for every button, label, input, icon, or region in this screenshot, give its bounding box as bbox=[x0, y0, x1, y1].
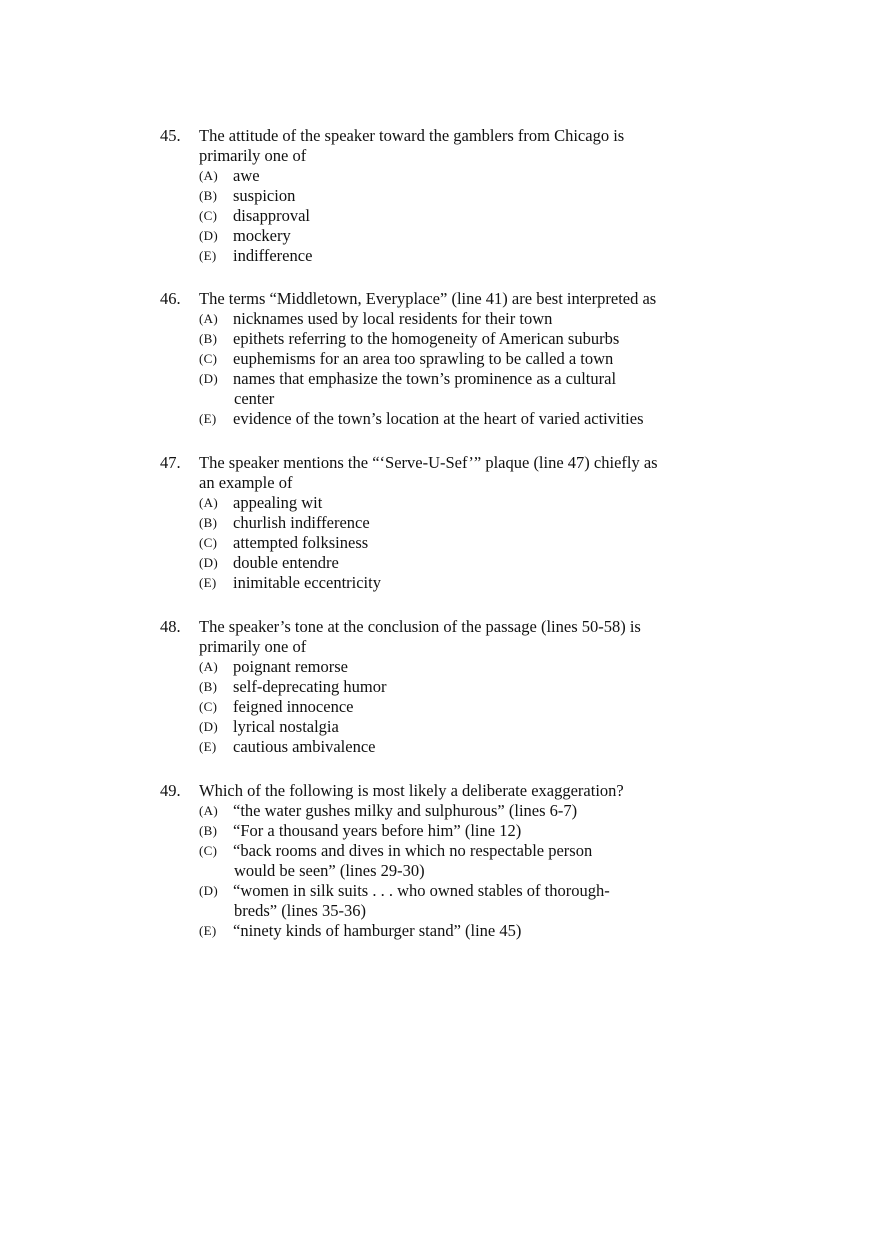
question-stem-line: The attitude of the speaker toward the gamblers from Chicago is bbox=[199, 126, 625, 145]
choice-text bbox=[233, 409, 700, 429]
choice-text bbox=[233, 186, 700, 206]
answer-choice-d[interactable] bbox=[199, 369, 700, 409]
choice-label: (C) bbox=[199, 208, 218, 223]
choice-text-line: suspicion bbox=[233, 186, 296, 205]
choice-label: (C) bbox=[199, 843, 218, 858]
choice-text-line: self-deprecating humor bbox=[233, 677, 387, 696]
question-49 bbox=[160, 781, 700, 941]
choice-text bbox=[233, 493, 700, 513]
question-stem-line: primarily one of bbox=[199, 637, 307, 656]
question-stem-line: an example of bbox=[199, 473, 293, 492]
answer-choice-a[interactable] bbox=[199, 493, 700, 513]
answer-choices bbox=[199, 801, 700, 941]
choice-label: (A) bbox=[199, 168, 218, 183]
answer-choice-b[interactable] bbox=[199, 513, 700, 533]
choice-label: (D) bbox=[199, 228, 218, 243]
choice-text bbox=[233, 881, 700, 921]
choice-text bbox=[233, 677, 700, 697]
answer-choice-a[interactable] bbox=[199, 309, 700, 329]
choice-text bbox=[233, 573, 700, 593]
choice-text-line: would be seen” (lines 29-30) bbox=[234, 861, 425, 880]
answer-choices bbox=[199, 493, 700, 593]
choice-text-line: attempted folksiness bbox=[233, 533, 369, 552]
choice-text bbox=[233, 226, 700, 246]
choice-label: (B) bbox=[199, 331, 218, 346]
answer-choice-a[interactable] bbox=[199, 801, 700, 821]
choice-label: (C) bbox=[199, 535, 218, 550]
choice-label: (B) bbox=[199, 823, 218, 838]
answer-choice-c[interactable] bbox=[199, 206, 700, 226]
question-stem bbox=[199, 289, 700, 309]
choice-label: (A) bbox=[199, 495, 218, 510]
answer-choice-e[interactable] bbox=[199, 737, 700, 757]
choice-label: (A) bbox=[199, 659, 218, 674]
question-stem-line: primarily one of bbox=[199, 146, 307, 165]
answer-choice-a[interactable] bbox=[199, 166, 700, 186]
answer-choice-b[interactable] bbox=[199, 821, 700, 841]
answer-choice-b[interactable] bbox=[199, 329, 700, 349]
choice-text-line: poignant remorse bbox=[233, 657, 349, 676]
answer-choice-b[interactable] bbox=[199, 677, 700, 697]
choice-text-line: center bbox=[234, 389, 275, 408]
choice-label: (A) bbox=[199, 311, 218, 326]
answer-choice-e[interactable] bbox=[199, 921, 700, 941]
question-48 bbox=[160, 617, 700, 757]
choice-text bbox=[233, 369, 700, 409]
choice-text-line: euphemisms for an area too sprawling to be called a town bbox=[233, 349, 614, 368]
choice-text bbox=[233, 821, 700, 841]
choice-text bbox=[233, 657, 700, 677]
question-number: 47. bbox=[160, 453, 181, 472]
choice-label: (C) bbox=[199, 351, 218, 366]
answer-choice-c[interactable] bbox=[199, 841, 700, 881]
choice-text-line: awe bbox=[233, 166, 260, 185]
choice-label: (D) bbox=[199, 555, 218, 570]
choice-text-line: epithets referring to the homogeneity of American suburbs bbox=[233, 329, 620, 348]
question-stem-line: The speaker’s tone at the conclusion of the passage (lines 50-58) is bbox=[199, 617, 641, 636]
choice-text-line: evidence of the town’s location at the heart of varied activities bbox=[233, 409, 644, 428]
question-number: 49. bbox=[160, 781, 181, 800]
choice-text-line: cautious ambivalence bbox=[233, 737, 376, 756]
question-stem bbox=[199, 617, 700, 657]
choice-label: (E) bbox=[199, 248, 217, 263]
choice-text-line: feigned innocence bbox=[233, 697, 354, 716]
choice-label: (E) bbox=[199, 411, 217, 426]
choice-label: (D) bbox=[199, 371, 218, 386]
answer-choice-c[interactable] bbox=[199, 349, 700, 369]
choice-text bbox=[233, 697, 700, 717]
question-number: 48. bbox=[160, 617, 181, 636]
choice-label: (C) bbox=[199, 699, 218, 714]
choice-text-line: “ninety kinds of hamburger stand” (line 45) bbox=[233, 921, 522, 940]
answer-choice-c[interactable] bbox=[199, 697, 700, 717]
question-stem-line: Which of the following is most likely a deliberate exaggeration? bbox=[199, 781, 624, 800]
answer-choice-d[interactable] bbox=[199, 226, 700, 246]
choice-label: (B) bbox=[199, 679, 218, 694]
question-46 bbox=[160, 289, 700, 429]
choice-text bbox=[233, 737, 700, 757]
choice-label: (E) bbox=[199, 575, 217, 590]
choice-label: (D) bbox=[199, 719, 218, 734]
answer-choice-a[interactable] bbox=[199, 657, 700, 677]
choice-text-line: mockery bbox=[233, 226, 291, 245]
question-stem bbox=[199, 453, 700, 493]
choice-label: (D) bbox=[199, 883, 218, 898]
choice-label: (B) bbox=[199, 515, 218, 530]
choice-text bbox=[233, 329, 700, 349]
answer-choice-d[interactable] bbox=[199, 717, 700, 737]
answer-choices bbox=[199, 309, 700, 429]
choice-text bbox=[233, 553, 700, 573]
choice-text bbox=[233, 921, 700, 941]
question-stem-line: The speaker mentions the “‘Serve-U-Sef’” plaque (line 47) chiefly as bbox=[199, 453, 658, 472]
choice-text bbox=[233, 166, 700, 186]
choice-text bbox=[233, 246, 700, 266]
choice-text-line: disapproval bbox=[233, 206, 310, 225]
answer-choice-e[interactable] bbox=[199, 573, 700, 593]
question-stem bbox=[199, 126, 700, 166]
choice-text bbox=[233, 309, 700, 329]
choice-text-line: churlish indifference bbox=[233, 513, 370, 532]
choice-text bbox=[233, 533, 700, 553]
choice-text bbox=[233, 349, 700, 369]
question-number: 46. bbox=[160, 289, 181, 308]
choice-text-line: names that emphasize the town’s prominence as a cultural bbox=[233, 369, 617, 388]
question-stem bbox=[199, 781, 700, 801]
choice-label: (A) bbox=[199, 803, 218, 818]
answer-choices bbox=[199, 657, 700, 757]
answer-choice-e[interactable] bbox=[199, 246, 700, 266]
choice-text bbox=[233, 206, 700, 226]
choice-label: (E) bbox=[199, 739, 217, 754]
choice-text-line: nicknames used by local residents for their town bbox=[233, 309, 553, 328]
choice-text bbox=[233, 841, 700, 881]
choice-text-line: lyrical nostalgia bbox=[233, 717, 339, 736]
answer-choice-d[interactable] bbox=[199, 553, 700, 573]
answer-choice-b[interactable] bbox=[199, 186, 700, 206]
question-45 bbox=[160, 126, 700, 266]
choice-text bbox=[233, 513, 700, 533]
choice-text-line: “the water gushes milky and sulphurous” (lines 6-7) bbox=[233, 801, 578, 820]
answer-choices bbox=[199, 166, 700, 266]
choice-text-line: “women in silk suits . . . who owned stables of thorough- bbox=[233, 881, 610, 900]
choice-text-line: inimitable eccentricity bbox=[233, 573, 381, 592]
choice-text-line: indifference bbox=[233, 246, 313, 265]
choice-text-line: appealing wit bbox=[233, 493, 323, 512]
choice-text-line: double entendre bbox=[233, 553, 339, 572]
choice-text-line: “For a thousand years before him” (line 12) bbox=[233, 821, 522, 840]
choice-text bbox=[233, 717, 700, 737]
choice-text-line: breds” (lines 35-36) bbox=[234, 901, 366, 920]
question-stem-line: The terms “Middletown, Everyplace” (line 41) are best interpreted as bbox=[199, 289, 657, 308]
choice-label: (B) bbox=[199, 188, 218, 203]
question-47 bbox=[160, 453, 700, 593]
choice-text-line: “back rooms and dives in which no respectable person bbox=[233, 841, 593, 860]
question-number: 45. bbox=[160, 126, 181, 145]
answer-choice-c[interactable] bbox=[199, 533, 700, 553]
answer-choice-e[interactable] bbox=[199, 409, 700, 429]
choice-text bbox=[233, 801, 700, 821]
choice-label: (E) bbox=[199, 923, 217, 938]
answer-choice-d[interactable] bbox=[199, 881, 700, 921]
